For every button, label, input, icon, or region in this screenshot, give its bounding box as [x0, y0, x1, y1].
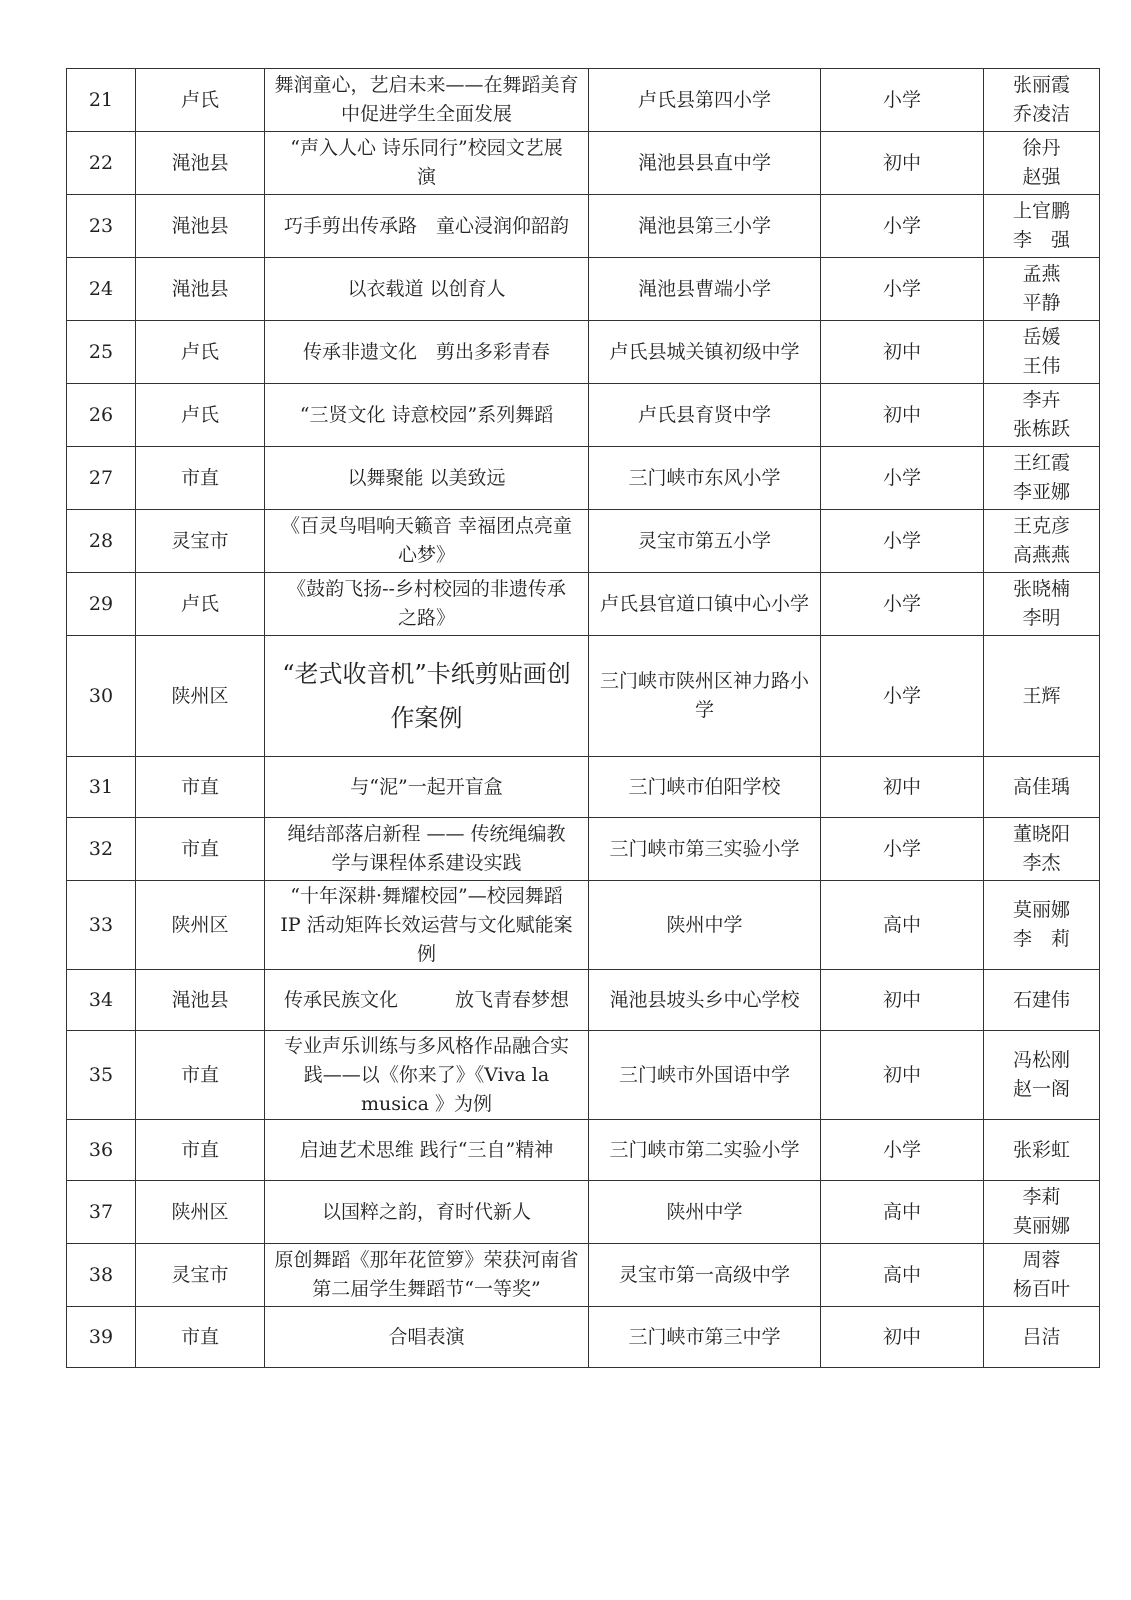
school-level-cell: 小学	[821, 69, 984, 132]
row-number: 33	[67, 881, 136, 970]
case-title-cell-line: 学与课程体系建设实践	[331, 852, 522, 874]
teachers-cell-line: 杨百叶	[1012, 1278, 1070, 1300]
teachers-cell	[984, 1181, 1100, 1244]
region-cell: 市直	[136, 757, 265, 818]
school-cell-line: 卢氏县官道口镇中心小学	[599, 592, 809, 615]
table-row	[67, 1244, 1100, 1307]
row-number: 36	[67, 1120, 136, 1181]
teachers-cell-line: 张晓楠	[1012, 578, 1070, 600]
row-number: 39	[67, 1307, 136, 1368]
case-title-cell	[265, 970, 589, 1031]
teachers-cell-line: 高佳瑀	[1012, 775, 1070, 798]
case-title-cell	[265, 881, 589, 970]
school-cell	[589, 384, 821, 447]
teachers-cell-line: 李卉	[1022, 389, 1061, 411]
case-title-cell	[265, 510, 589, 573]
table-row	[67, 1031, 1100, 1120]
case-title-cell-line: IP 活动矩阵长效运营与文化赋能案	[280, 913, 573, 936]
school-cell	[589, 1181, 821, 1244]
table-row	[67, 1120, 1100, 1181]
row-number: 31	[67, 757, 136, 818]
school-level-cell: 初中	[821, 321, 984, 384]
region-cell: 卢氏	[136, 321, 265, 384]
region-cell: 陕州区	[136, 881, 265, 970]
row-number: 30	[67, 636, 136, 757]
region-cell: 渑池县	[136, 132, 265, 195]
teachers-cell-line: 吕洁	[1022, 1325, 1061, 1348]
teachers-cell	[984, 510, 1100, 573]
school-cell	[589, 447, 821, 510]
teachers-cell-line: 赵一阁	[1012, 1078, 1070, 1100]
teachers-cell-line: 徐丹	[1022, 137, 1061, 159]
school-level-cell: 小学	[821, 195, 984, 258]
school-cell-line: 渑池县坡头乡中心学校	[609, 988, 800, 1011]
case-title-cell-line: 绳结部落启新程 —— 传统绳编教	[287, 823, 566, 845]
case-title-cell	[265, 1244, 589, 1307]
region-cell: 陕州区	[136, 636, 265, 757]
case-title-cell	[265, 636, 589, 757]
teachers-cell-line: 周蓉	[1022, 1249, 1061, 1271]
case-title-cell	[265, 69, 589, 132]
table-row	[67, 1307, 1100, 1368]
case-title-cell	[265, 1181, 589, 1244]
case-title-cell-line: 专业声乐训练与多风格作品融合实	[283, 1034, 569, 1057]
school-cell	[589, 1244, 821, 1307]
school-level-cell: 小学	[821, 636, 984, 757]
case-title-cell-line: “三贤文化 诗意校园”系列舞蹈	[299, 403, 554, 426]
case-title-cell-line: 践——以《你来了》《Viva la	[303, 1063, 550, 1086]
row-number: 32	[67, 818, 136, 881]
teachers-cell	[984, 970, 1100, 1031]
row-number: 35	[67, 1031, 136, 1120]
teachers-cell-line: 王克彦	[1012, 515, 1070, 537]
row-number: 26	[67, 384, 136, 447]
case-title-cell	[265, 258, 589, 321]
school-cell-line: 渑池县第三小学	[637, 214, 771, 237]
table-row	[67, 1181, 1100, 1244]
table-row	[67, 970, 1100, 1031]
row-number: 27	[67, 447, 136, 510]
region-cell: 灵宝市	[136, 510, 265, 573]
school-cell	[589, 1307, 821, 1368]
teachers-cell-line: 高燕燕	[1012, 544, 1070, 566]
table-row	[67, 881, 1100, 970]
table-row	[67, 447, 1100, 510]
table-row	[67, 573, 1100, 636]
school-cell	[589, 573, 821, 636]
table-row	[67, 321, 1100, 384]
row-number: 25	[67, 321, 136, 384]
teachers-cell-line: 上官鹏	[1012, 200, 1070, 222]
case-title-cell-line: 巧手剪出传承路 童心浸润仰韶韵	[283, 214, 569, 237]
case-title-cell-line: 传承民族文化 放飞青春梦想	[283, 988, 569, 1011]
teachers-cell-line: 董晓阳	[1012, 823, 1070, 845]
school-cell-line: 卢氏县第四小学	[637, 88, 771, 111]
region-cell: 卢氏	[136, 384, 265, 447]
case-title-cell-line: 传承非遗文化 剪出多彩青春	[302, 340, 550, 363]
teachers-cell-line: 冯松刚	[1012, 1049, 1070, 1071]
teachers-cell	[984, 1244, 1100, 1307]
teachers-cell	[984, 1120, 1100, 1181]
school-cell-line: 卢氏县育贤中学	[637, 403, 771, 426]
school-cell-line: 灵宝市第一高级中学	[618, 1263, 790, 1286]
table-row	[67, 636, 1100, 757]
row-number: 38	[67, 1244, 136, 1307]
school-level-cell: 小学	[821, 573, 984, 636]
teachers-cell-line: 乔凌洁	[1012, 103, 1070, 125]
region-cell: 渑池县	[136, 195, 265, 258]
table-row	[67, 69, 1100, 132]
school-cell-line: 三门峡市第二实验小学	[609, 1138, 800, 1161]
teachers-cell-line: 李 莉	[1012, 928, 1070, 950]
table-row	[67, 384, 1100, 447]
school-level-cell: 小学	[821, 818, 984, 881]
case-title-cell-line: 作案例	[390, 704, 463, 732]
row-number: 21	[67, 69, 136, 132]
teachers-cell	[984, 1307, 1100, 1368]
table-row	[67, 258, 1100, 321]
teachers-cell-line: 赵强	[1022, 166, 1061, 188]
case-title-cell-line: 以衣载道 以创育人	[347, 277, 506, 300]
school-cell	[589, 881, 821, 970]
teachers-cell-line: 张丽霞	[1012, 74, 1070, 96]
school-cell	[589, 258, 821, 321]
teachers-cell	[984, 69, 1100, 132]
school-level-cell: 初中	[821, 1307, 984, 1368]
row-number: 34	[67, 970, 136, 1031]
school-cell	[589, 69, 821, 132]
case-title-cell-line: musica 》为例	[360, 1092, 493, 1115]
teachers-cell-line: 岳媛	[1022, 326, 1061, 348]
teachers-cell-line: 李亚娜	[1012, 481, 1070, 503]
case-title-cell	[265, 1120, 589, 1181]
case-title-cell-line: 启迪艺术思维 践行“三自”精神	[299, 1138, 554, 1161]
school-level-cell: 小学	[821, 1120, 984, 1181]
table-row	[67, 818, 1100, 881]
school-cell-line: 三门峡市第三中学	[628, 1325, 781, 1348]
school-cell-line: 三门峡市伯阳学校	[628, 775, 781, 798]
school-cell-line: 灵宝市第五小学	[637, 529, 771, 552]
teachers-cell	[984, 573, 1100, 636]
school-cell	[589, 636, 821, 757]
teachers-cell-line: 李杰	[1022, 852, 1061, 874]
row-number: 37	[67, 1181, 136, 1244]
school-cell	[589, 195, 821, 258]
teachers-cell	[984, 881, 1100, 970]
case-title-cell-line: 与“泥”一起开盲盒	[350, 775, 503, 798]
case-title-cell	[265, 195, 589, 258]
case-title-cell-line: “十年深耕·舞耀校园”—校园舞蹈	[290, 884, 563, 907]
teachers-cell-line: 莫丽娜	[1012, 1215, 1070, 1237]
case-title-cell	[265, 447, 589, 510]
row-number: 23	[67, 195, 136, 258]
teachers-cell	[984, 757, 1100, 818]
school-level-cell: 高中	[821, 1244, 984, 1307]
school-cell-line: 卢氏县城关镇初级中学	[609, 340, 800, 363]
teachers-cell-line: 张栋跃	[1012, 418, 1070, 440]
row-number: 22	[67, 132, 136, 195]
region-cell: 灵宝市	[136, 1244, 265, 1307]
teachers-cell-line: 李明	[1022, 607, 1061, 629]
region-cell: 卢氏	[136, 573, 265, 636]
school-cell-line: 三门峡市东风小学	[628, 466, 781, 489]
school-cell	[589, 757, 821, 818]
school-cell	[589, 818, 821, 881]
case-title-cell-line: 之路》	[397, 607, 455, 629]
teachers-cell	[984, 818, 1100, 881]
region-cell: 陕州区	[136, 1181, 265, 1244]
school-level-cell: 初中	[821, 1031, 984, 1120]
school-cell	[589, 510, 821, 573]
school-cell	[589, 970, 821, 1031]
region-cell: 卢氏	[136, 69, 265, 132]
case-title-cell	[265, 573, 589, 636]
case-title-cell-line: “声入人心 诗乐同行”校园文艺展	[290, 137, 563, 159]
teachers-cell-line: 张彩虹	[1012, 1138, 1070, 1161]
case-title-cell-line: 心梦》	[397, 544, 455, 566]
case-title-cell-line: 以舞聚能 以美致远	[347, 466, 506, 489]
case-title-cell-line: 中促进学生全面发展	[340, 103, 512, 125]
teachers-cell	[984, 384, 1100, 447]
school-level-cell: 初中	[821, 132, 984, 195]
school-cell-line: 三门峡市外国语中学	[618, 1063, 790, 1086]
teachers-cell-line: 石建伟	[1012, 988, 1070, 1011]
row-number: 24	[67, 258, 136, 321]
case-title-cell-line: 《百灵鸟唱响天籁音 幸福团点亮童	[280, 515, 573, 537]
teachers-cell	[984, 195, 1100, 258]
region-cell: 市直	[136, 1307, 265, 1368]
case-title-cell-line: 演	[416, 166, 436, 188]
school-level-cell: 初中	[821, 970, 984, 1031]
teachers-cell	[984, 321, 1100, 384]
school-cell-line: 陕州中学	[666, 1200, 743, 1223]
school-level-cell: 初中	[821, 757, 984, 818]
school-level-cell: 高中	[821, 881, 984, 970]
school-cell-line: 渑池县县直中学	[637, 151, 771, 174]
case-title-cell-line: 以国粹之韵，育时代新人	[321, 1200, 531, 1223]
case-title-cell-line: 第二届学生舞蹈节“一等奖”	[312, 1278, 541, 1300]
case-title-cell	[265, 384, 589, 447]
teachers-cell	[984, 1031, 1100, 1120]
region-cell: 渑池县	[136, 970, 265, 1031]
region-cell: 市直	[136, 1120, 265, 1181]
school-cell	[589, 132, 821, 195]
teachers-cell-line: 平静	[1022, 292, 1061, 314]
teachers-cell-line: 孟燕	[1022, 263, 1061, 285]
teachers-cell-line: 李 强	[1012, 229, 1070, 251]
teachers-cell-line: 王红霞	[1012, 452, 1070, 474]
school-level-cell: 小学	[821, 510, 984, 573]
school-level-cell: 高中	[821, 1181, 984, 1244]
school-level-cell: 小学	[821, 447, 984, 510]
case-title-cell-line: 合唱表演	[388, 1325, 465, 1348]
row-number: 28	[67, 510, 136, 573]
case-title-cell	[265, 1031, 589, 1120]
table-row	[67, 757, 1100, 818]
case-title-cell-line: “老式收音机”卡纸剪贴画创	[282, 660, 571, 688]
school-cell-line: 渑池县曹端小学	[637, 277, 771, 300]
case-title-cell-line: 例	[416, 942, 436, 965]
school-cell	[589, 1120, 821, 1181]
region-cell: 市直	[136, 818, 265, 881]
school-level-cell: 初中	[821, 384, 984, 447]
teachers-cell	[984, 132, 1100, 195]
teachers-cell-line: 莫丽娜	[1012, 899, 1070, 921]
award-list-table	[66, 68, 1100, 1368]
case-title-cell-line: 舞润童心，艺启未来——在舞蹈美育	[274, 74, 579, 96]
table-row	[67, 132, 1100, 195]
school-cell-line: 三门峡市陕州区神力路小	[599, 670, 809, 692]
row-number: 29	[67, 573, 136, 636]
case-title-cell	[265, 132, 589, 195]
region-cell: 渑池县	[136, 258, 265, 321]
case-title-cell	[265, 818, 589, 881]
case-title-cell	[265, 1307, 589, 1368]
case-title-cell-line: 原创舞蹈《那年花笸箩》荣获河南省	[274, 1249, 579, 1271]
teachers-cell	[984, 447, 1100, 510]
teachers-cell	[984, 636, 1100, 757]
case-title-cell	[265, 321, 589, 384]
teachers-cell	[984, 258, 1100, 321]
school-cell-line: 三门峡市第三实验小学	[609, 837, 800, 860]
teachers-cell-line: 王伟	[1022, 355, 1061, 377]
table-row	[67, 510, 1100, 573]
region-cell: 市直	[136, 447, 265, 510]
teachers-cell-line: 王辉	[1022, 684, 1061, 707]
school-cell	[589, 1031, 821, 1120]
school-level-cell: 小学	[821, 258, 984, 321]
case-title-cell	[265, 757, 589, 818]
teachers-cell-line: 李莉	[1022, 1186, 1061, 1208]
school-cell	[589, 321, 821, 384]
school-cell-line: 陕州中学	[666, 913, 743, 936]
region-cell: 市直	[136, 1031, 265, 1120]
case-title-cell-line: 《鼓韵飞扬--乡村校园的非遗传承	[287, 578, 566, 600]
school-cell-line: 学	[694, 699, 714, 721]
table-row	[67, 195, 1100, 258]
